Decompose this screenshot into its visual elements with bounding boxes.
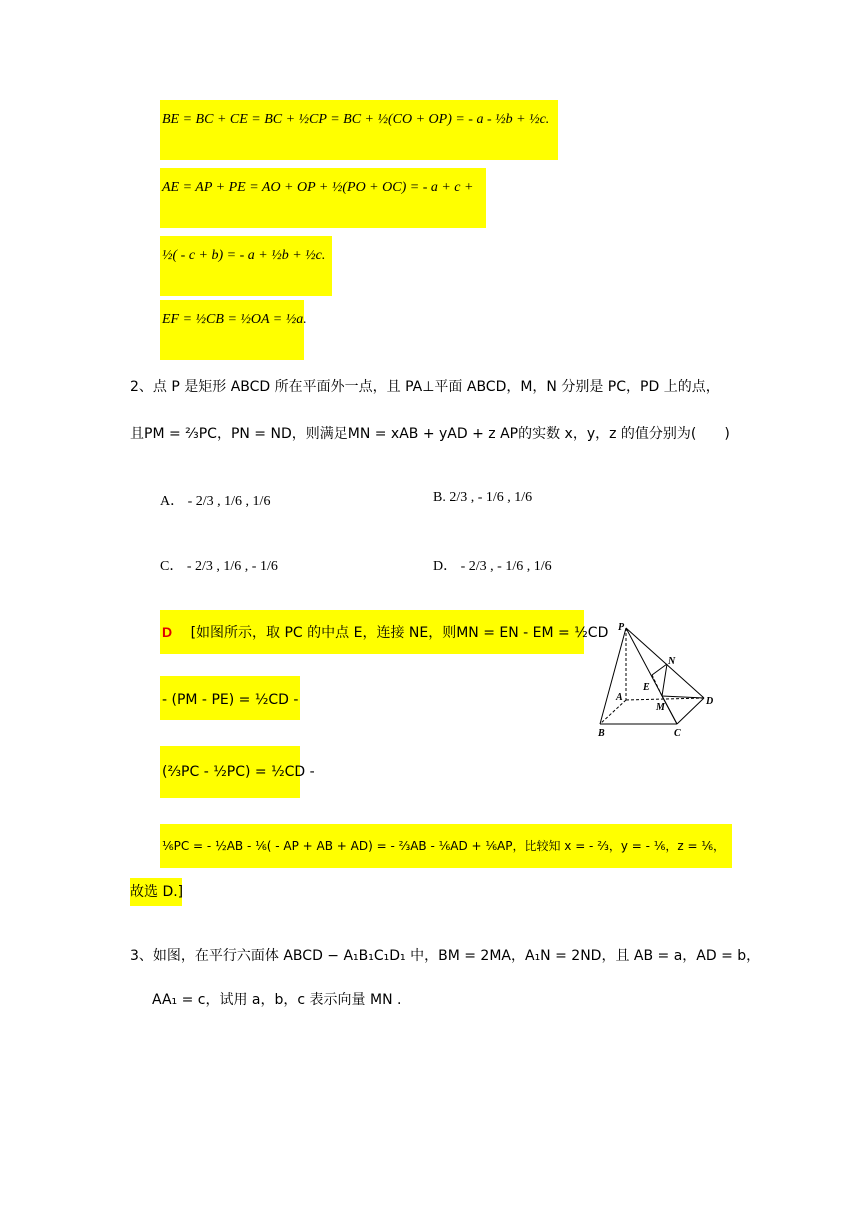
pyramid-figure: [590, 618, 730, 740]
option-c[interactable]: C． - 2/3 , 1/6 , - 1/6: [160, 559, 278, 574]
option-b[interactable]: B. 2/3 , - 1/6 , 1/6: [433, 490, 533, 505]
solution-line-2: [160, 676, 300, 720]
solution-line-1-text: [如图所示，取 PC 的中点 E，连接 NE，则MN = EN - EM = ½CD: [190, 625, 609, 641]
equation-ae-continued-text: ½( - c + b) = - a + ½b + ½c.: [162, 248, 326, 263]
label-c: C: [674, 728, 681, 739]
solution-line-1: [160, 610, 609, 654]
label-n: N: [668, 656, 676, 667]
equation-ef: [160, 300, 307, 360]
label-d: D: [706, 696, 714, 707]
solution-line-4: [160, 824, 732, 868]
solution-line-5-text: 故选 D.]: [130, 884, 184, 900]
equation-ae: [160, 168, 486, 228]
edge-nm: [662, 664, 667, 696]
edge-en: [652, 664, 667, 675]
label-a: A: [616, 692, 623, 703]
edge-pb: [600, 628, 626, 724]
equation-be: [160, 100, 558, 160]
equation-ae-text: AE = AP + PE = AO + OP + ½(PO + OC) = - a + c +: [162, 180, 474, 195]
option-d[interactable]: D． - 2/3 , - 1/6 , 1/6: [433, 559, 552, 574]
label-e: E: [643, 682, 650, 693]
problem-2-line-1: 2、点 P 是矩形 ABCD 所在平面外一点，且 PA⊥平面 ABCD，M，N 分别是 PC，PD 上的点，: [130, 379, 720, 395]
solution-line-2-text: - (PM - PE) = ½CD -: [162, 692, 299, 708]
edge-ab: [600, 700, 626, 724]
problem-2-line-2: 且PM = ⅔PC，PN = ND，则满足MN = xAB + yAD + z AP的实数 x，y，z 的值分别为( ): [130, 426, 730, 442]
solution-line-5: [130, 878, 182, 906]
solution-line-3: [160, 746, 315, 798]
label-p: P: [618, 622, 625, 633]
label-b: B: [598, 728, 605, 739]
option-a[interactable]: A． - 2/3 , 1/6 , 1/6: [160, 494, 271, 509]
edge-pd: [626, 628, 704, 698]
edge-cd: [677, 698, 704, 724]
solution-line-3-text: (⅔PC - ½PC) = ½CD -: [162, 764, 315, 780]
label-m: M: [656, 702, 665, 713]
equation-be-text: BE = BC + CE = BC + ½CP = BC + ½(CO + OP) = - a - ½b + ½c.: [162, 112, 550, 127]
equation-ae-continued: [160, 236, 332, 296]
problem-3-line-2: AA₁ = c，试用 a，b，c 表示向量 MN .: [152, 992, 402, 1008]
equation-ef-text: EF = ½CB = ½OA = ½a.: [162, 312, 307, 327]
solution-line-4-text: ⅙PC = - ½AB - ⅙( - AP + AB + AD) = - ⅔AB - ⅙AD + ⅙AP，比较知 x = - ⅔，y = - ⅙，z = ⅙，: [162, 839, 726, 853]
answer-letter: D: [162, 624, 173, 640]
edge-ad: [626, 698, 704, 700]
problem-3-line-1: 3、如图，在平行六面体 ABCD − A₁B₁C₁D₁ 中，BM = 2MA，A₁N = 2ND，且 AB = a，AD = b，: [130, 948, 761, 964]
